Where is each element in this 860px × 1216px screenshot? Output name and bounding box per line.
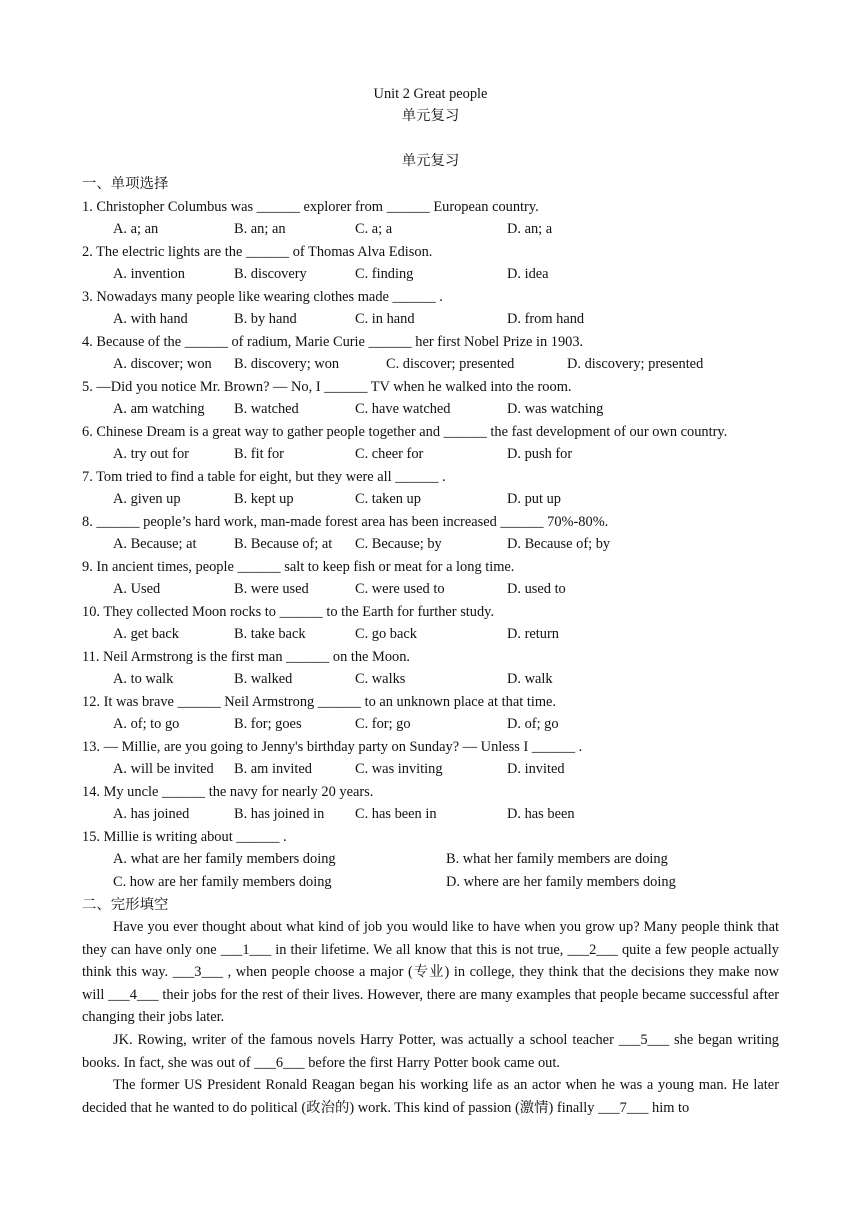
question-2-options (113, 265, 779, 283)
question-1-options (113, 220, 779, 238)
option-d[interactable]: D. push for (507, 446, 573, 462)
option-d[interactable]: D. an; a (507, 221, 553, 237)
question-10: 10. They collected Moon rocks to ______ to the Earth for further study. (82, 604, 495, 620)
option-a[interactable]: A. with hand (113, 311, 188, 327)
option-b[interactable]: B. kept up (234, 491, 294, 507)
option-a[interactable]: A. given up (113, 491, 181, 507)
option-d[interactable]: D. return (507, 626, 559, 642)
option-b[interactable]: B. were used (234, 581, 309, 597)
option-b[interactable]: B. discovery (234, 266, 307, 282)
document-title: Unit 2 Great people (373, 86, 488, 102)
option-a[interactable]: A. of; to go (113, 716, 180, 732)
question-8-options (113, 535, 779, 553)
option-b[interactable]: B. watched (234, 401, 299, 417)
option-a[interactable]: A. am watching (113, 401, 205, 417)
section-cloze-title: 二、完形填空 (82, 897, 169, 913)
question-14: 14. My uncle ______ the navy for nearly 20 years. (82, 784, 374, 800)
question-4: 4. Because of the ______ of radium, Marie Curie ______ her first Nobel Prize in 1903. (82, 334, 584, 350)
option-d[interactable]: D. has been (507, 806, 575, 822)
option-a[interactable]: A. Used (113, 581, 161, 597)
question-4-options (113, 355, 779, 373)
question-9-options (113, 580, 779, 598)
option-b[interactable]: B. walked (234, 671, 293, 687)
question-3-options (113, 310, 779, 328)
option-c[interactable]: C. walks (355, 671, 406, 687)
option-c[interactable]: C. a; a (355, 221, 393, 237)
option-a[interactable]: A. try out for (113, 446, 189, 462)
option-d[interactable]: D. of; go (507, 716, 559, 732)
option-a[interactable]: A. a; an (113, 221, 159, 237)
question-8: 8. ______ people’s hard work, man-made forest area has been increased ______ 70%-80%. (82, 514, 609, 530)
option-d[interactable]: D. invited (507, 761, 565, 777)
option-a[interactable]: A. will be invited (113, 761, 214, 777)
option-b[interactable]: B. what her family members are doing (446, 851, 668, 867)
option-c[interactable]: C. have watched (355, 401, 451, 417)
question-15: 15. Millie is writing about ______ . (82, 829, 287, 845)
section-mcq-title: 一、单项选择 (82, 176, 169, 192)
option-b[interactable]: B. take back (234, 626, 306, 642)
option-b[interactable]: B. fit for (234, 446, 284, 462)
question-7: 7. Tom tried to find a table for eight, but they were all ______ . (82, 469, 446, 485)
option-c[interactable]: C. discover; presented (386, 356, 515, 372)
option-c[interactable]: C. taken up (355, 491, 421, 507)
option-a[interactable]: A. Because; at (113, 536, 197, 552)
option-c[interactable]: C. how are her family members doing (113, 874, 332, 890)
question-6-options (113, 445, 779, 463)
option-a[interactable]: A. has joined (113, 806, 190, 822)
option-b[interactable]: B. for; goes (234, 716, 302, 732)
question-10-options (113, 625, 779, 643)
question-3: 3. Nowadays many people like wearing clothes made ______ . (82, 289, 443, 305)
option-c[interactable]: C. cheer for (355, 446, 424, 462)
document-subtitle: 单元复习 (401, 108, 460, 124)
option-a[interactable]: A. what are her family members doing (113, 851, 336, 867)
question-15-options-row-1 (113, 850, 779, 868)
question-15-options-row-2 (113, 873, 779, 891)
option-a[interactable]: A. discover; won (113, 356, 212, 372)
question-11: 11. Neil Armstrong is the first man ______ on the Moon. (82, 649, 411, 665)
option-d[interactable]: D. discovery; presented (567, 356, 704, 372)
option-a[interactable]: A. get back (113, 626, 179, 642)
question-6: 6. Chinese Dream is a great way to gather people together and ______ the fast development of our own country. (82, 424, 728, 440)
option-a[interactable]: A. to walk (113, 671, 174, 687)
option-b[interactable]: B. an; an (234, 221, 286, 237)
option-d[interactable]: D. was watching (507, 401, 604, 417)
option-c[interactable]: C. Because; by (355, 536, 442, 552)
option-b[interactable]: B. Because of; at (234, 536, 333, 552)
option-c[interactable]: C. go back (355, 626, 417, 642)
question-7-options (113, 490, 779, 508)
option-d[interactable]: D. idea (507, 266, 549, 282)
question-9: 9. In ancient times, people ______ salt to keep fish or meat for a long time. (82, 559, 515, 575)
option-d[interactable]: D. where are her family members doing (446, 874, 676, 890)
option-d[interactable]: D. put up (507, 491, 561, 507)
option-c[interactable]: C. for; go (355, 716, 411, 732)
question-12-options (113, 715, 779, 733)
question-12: 12. It was brave ______ Neil Armstrong ______ to an unknown place at that time. (82, 694, 556, 710)
option-c[interactable]: C. finding (355, 266, 414, 282)
question-5: 5. —Did you notice Mr. Brown? — No, I ______ TV when he walked into the room. (82, 379, 572, 395)
section-heading: 单元复习 (401, 153, 460, 169)
option-b[interactable]: B. am invited (234, 761, 312, 777)
option-c[interactable]: C. was inviting (355, 761, 443, 777)
option-c[interactable]: C. has been in (355, 806, 437, 822)
option-b[interactable]: B. has joined in (234, 806, 325, 822)
question-13: 13. — Millie, are you going to Jenny's birthday party on Sunday? — Unless I ______ . (82, 739, 583, 755)
question-11-options (113, 670, 779, 688)
question-5-options (113, 400, 779, 418)
cloze-paragraph-1: Have you ever thought about what kind of job you would like to have when you grow up? Many people think that they can have only one ___1___ in their lifetime. We all know that this is not true, ___2___ quite a few people actually think this way. ___3___ , when people choose a major (专业) in college, they think that the decisions they make now will ___4___ their jobs for the rest of their lives. However, there are many examples that people became successful after changing their jobs later. (82, 919, 779, 1026)
option-d[interactable]: D. walk (507, 671, 553, 687)
option-d[interactable]: D. from hand (507, 311, 585, 327)
option-b[interactable]: B. discovery; won (234, 356, 340, 372)
question-14-options (113, 805, 779, 823)
cloze-paragraph-3: The former US President Ronald Reagan began his working life as an actor when he was a young man. He later decided that he wanted to do political (政治的) work. This kind of passion (激情) finally ___7___ him to (82, 1077, 779, 1116)
question-1: 1. Christopher Columbus was ______ explorer from ______ European country. (82, 199, 539, 215)
option-d[interactable]: D. used to (507, 581, 566, 597)
option-a[interactable]: A. invention (113, 266, 185, 282)
cloze-paragraph-2: JK. Rowing, writer of the famous novels Harry Potter, was actually a school teacher ___5___ she began writing books. In fact, she was out of ___6___ before the first Harry Potter book came out. (82, 1032, 779, 1071)
option-d[interactable]: D. Because of; by (507, 536, 611, 552)
option-c[interactable]: C. in hand (355, 311, 415, 327)
option-b[interactable]: B. by hand (234, 311, 297, 327)
question-2: 2. The electric lights are the ______ of Thomas Alva Edison. (82, 244, 433, 260)
option-c[interactable]: C. were used to (355, 581, 445, 597)
question-13-options (113, 760, 779, 778)
